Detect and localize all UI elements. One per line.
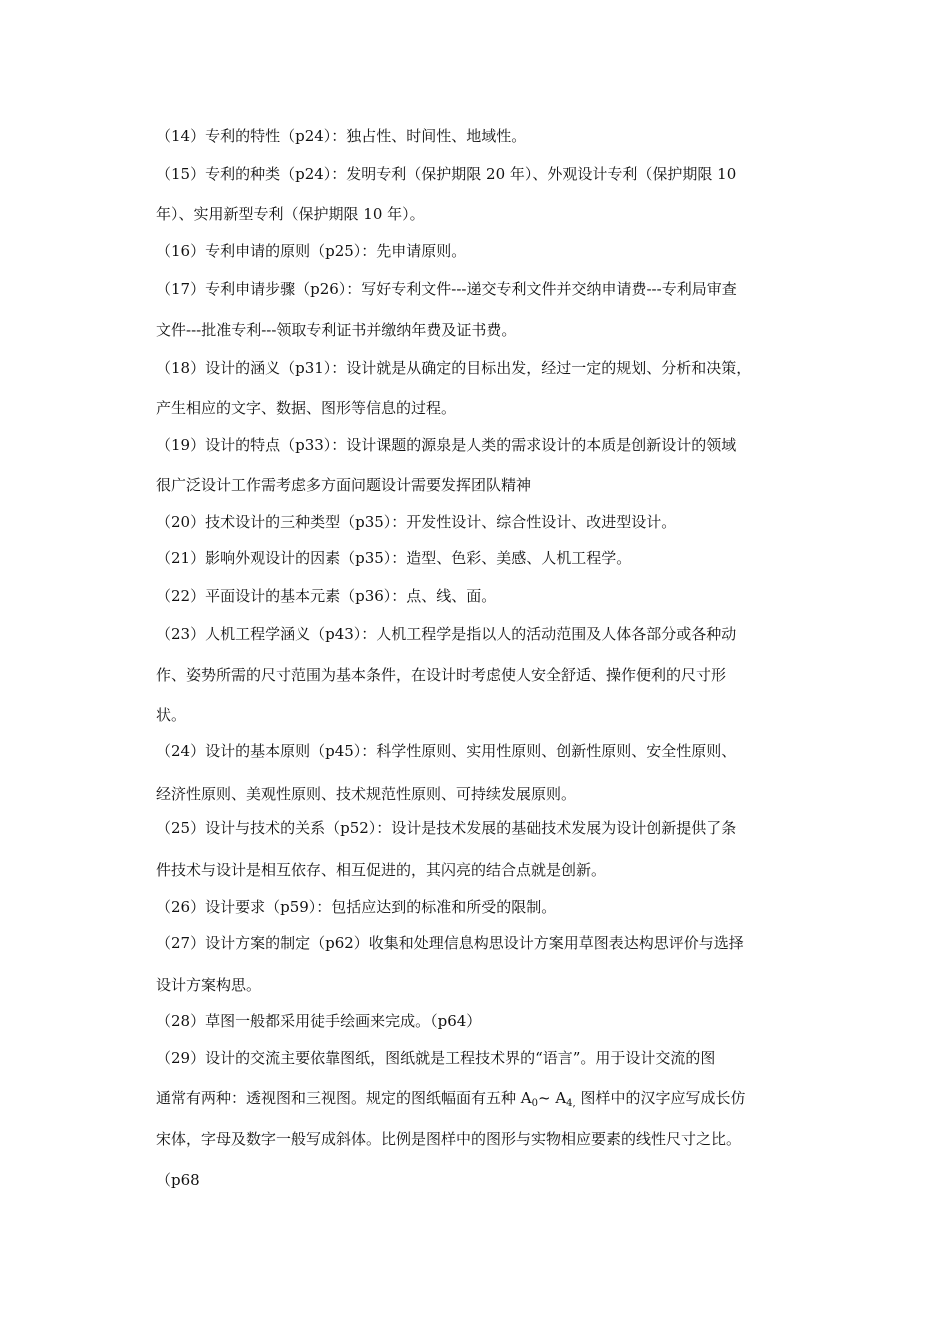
text-line: （17）专利申请步骤（p26）：写好专利文件---递交专利文件并交纳申请费---专利局审查 bbox=[156, 280, 737, 298]
text-segment: 图样中的汉字应写成长仿 bbox=[575, 1089, 746, 1107]
text-line: 作、姿势所需的尺寸范围为基本条件，在设计时考虑使人安全舒适、操作便利的尺寸形 bbox=[156, 666, 727, 684]
text-line: （20）技术设计的三种类型（p35）：开发性设计、综合性设计、改进型设计。 bbox=[156, 513, 677, 531]
text-line: 状。 bbox=[156, 706, 187, 724]
text-line: 设计方案构思。 bbox=[156, 976, 262, 994]
text-line: （15）专利的种类（p24）：发明专利（保护期限 20 年）、外观设计专利（保护期限 10 bbox=[156, 165, 737, 183]
text-line: （p68 bbox=[156, 1171, 200, 1189]
text-line: （27）设计方案的制定（p62）收集和处理信息构思设计方案用草图表达构思评价与选择 bbox=[156, 934, 744, 952]
text-line: 宋体，字母及数字一般写成斜体。比例是图样中的图形与实物相应要素的线性尺寸之比。 bbox=[156, 1130, 742, 1148]
text-line: （28）草图一般都采用徒手绘画来完成。（p64） bbox=[156, 1012, 482, 1030]
text-line: 件技术与设计是相互依存、相互促进的，其闪亮的结合点就是创新。 bbox=[156, 861, 607, 879]
text-line: 经济性原则、美观性原则、技术规范性原则、可持续发展原则。 bbox=[156, 785, 577, 803]
text-line: （21）影响外观设计的因素（p35）：造型、色彩、美感、人机工程学。 bbox=[156, 549, 632, 567]
text-line: （24）设计的基本原则（p45）：科学性原则、实用性原则、创新性原则、安全性原则、 bbox=[156, 742, 737, 760]
text-line: （18）设计的涵义（p31）：设计就是从确定的目标出发，经过一定的规划、分析和决策， bbox=[156, 359, 752, 377]
subscript: 0 bbox=[531, 1098, 538, 1109]
text-line: （22）平面设计的基本元素（p36）：点、线、面。 bbox=[156, 587, 497, 605]
text-segment: ~ A bbox=[537, 1089, 567, 1107]
text-line: （14）专利的特性（p24）：独占性、时间性、地域性。 bbox=[156, 127, 527, 145]
text-segment: 通常有两种：透视图和三视图。规定的图纸幅面有五种 A bbox=[156, 1089, 532, 1107]
text-line: 年）、实用新型专利（保护期限 10 年）。 bbox=[156, 205, 425, 223]
text-line: （16）专利申请的原则（p25）：先申请原则。 bbox=[156, 242, 467, 260]
subscript: 4, bbox=[566, 1098, 576, 1109]
text-line: 文件---批准专利---领取专利证书并缴纳年费及证书费。 bbox=[156, 321, 517, 339]
text-line: （23）人机工程学涵义（p43）：人机工程学是指以人的活动范围及人体各部分或各种动 bbox=[156, 625, 737, 643]
text-line: （29）设计的交流主要依靠图纸，图纸就是工程技术界的“语言”。用于设计交流的图 bbox=[156, 1049, 716, 1067]
text-line bbox=[156, 1088, 826, 1114]
text-line: 很广泛设计工作需考虑多方面问题设计需要发挥团队精神 bbox=[156, 476, 532, 494]
text-line: （26）设计要求（p59）：包括应达到的标准和所受的限制。 bbox=[156, 898, 557, 916]
text-line: （19）设计的特点（p33）：设计课题的源泉是人类的需求设计的本质是创新设计的领域 bbox=[156, 436, 737, 454]
text-line: （25）设计与技术的关系（p52）：设计是技术发展的基础技术发展为设计创新提供了条 bbox=[156, 819, 737, 837]
text-line: 产生相应的文字、数据、图形等信息的过程。 bbox=[156, 399, 457, 417]
